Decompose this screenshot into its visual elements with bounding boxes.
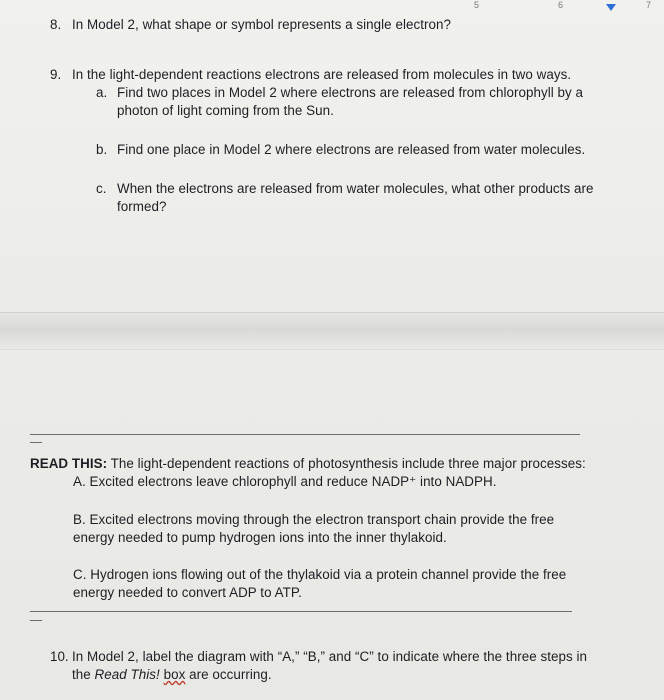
read-this-item-b-line2: energy needed to pump hydrogen ions into the inner thylakoid. [73, 530, 447, 545]
question-9a-line1: Find two places in Model 2 where electrons are released from chlorophyll by a [117, 85, 584, 100]
question-10-line1: In Model 2, label the diagram with “A,” “B,” and “C” to indicate where the three steps in [72, 649, 588, 664]
question-10-read-this-ref: Read This! [94, 667, 160, 682]
read-this-heading: READ THIS: [30, 456, 108, 471]
question-9-text: In the light-dependent reactions electrons are released from molecules in two ways. [72, 67, 572, 82]
question-10-suffix: are occurring. [189, 667, 272, 682]
divider-tick [30, 442, 42, 443]
divider-tick [30, 620, 42, 621]
page-number: 5 [474, 0, 480, 10]
question-8-number: 8. [50, 17, 62, 32]
question-9c-label: c. [96, 181, 107, 196]
question-9a-label: a. [96, 85, 108, 100]
question-10-number: 10. [50, 649, 69, 664]
question-9b-label: b. [96, 142, 108, 157]
read-this-item-b-line1: B. Excited electrons moving through the electron transport chain provide the free [73, 512, 555, 527]
question-9a-line2: photon of light coming from the Sun. [117, 103, 334, 118]
divider-line [30, 611, 572, 612]
read-this-item-a: A. Excited electrons leave chlorophyll and reduce NADP⁺ into NADPH. [73, 474, 497, 489]
page-marker-icon [606, 4, 616, 11]
question-9c-line2: formed? [117, 199, 167, 214]
question-10-box-word: box [163, 667, 186, 682]
read-this-paragraph [30, 455, 586, 473]
question-10-prefix: the [72, 667, 91, 682]
question-9c-line1: When the electrons are released from water molecules, what other products are [117, 181, 594, 196]
question-8-text: In Model 2, what shape or symbol represents a single electron? [72, 17, 451, 32]
paper-fold [0, 312, 664, 350]
page-number: 6 [558, 0, 564, 10]
read-this-item-c-line1: C. Hydrogen ions flowing out of the thylakoid via a protein channel provide the free [73, 567, 567, 582]
question-10-line2 [72, 666, 272, 684]
divider-line [30, 434, 580, 435]
page-number: 7 [646, 0, 652, 10]
question-9b-line1: Find one place in Model 2 where electrons are released from water molecules. [117, 142, 586, 157]
read-this-intro: The light-dependent reactions of photosynthesis include three major processes: [110, 456, 586, 471]
read-this-item-c-line2: energy needed to convert ADP to ATP. [73, 585, 302, 600]
question-9-number: 9. [50, 67, 62, 82]
